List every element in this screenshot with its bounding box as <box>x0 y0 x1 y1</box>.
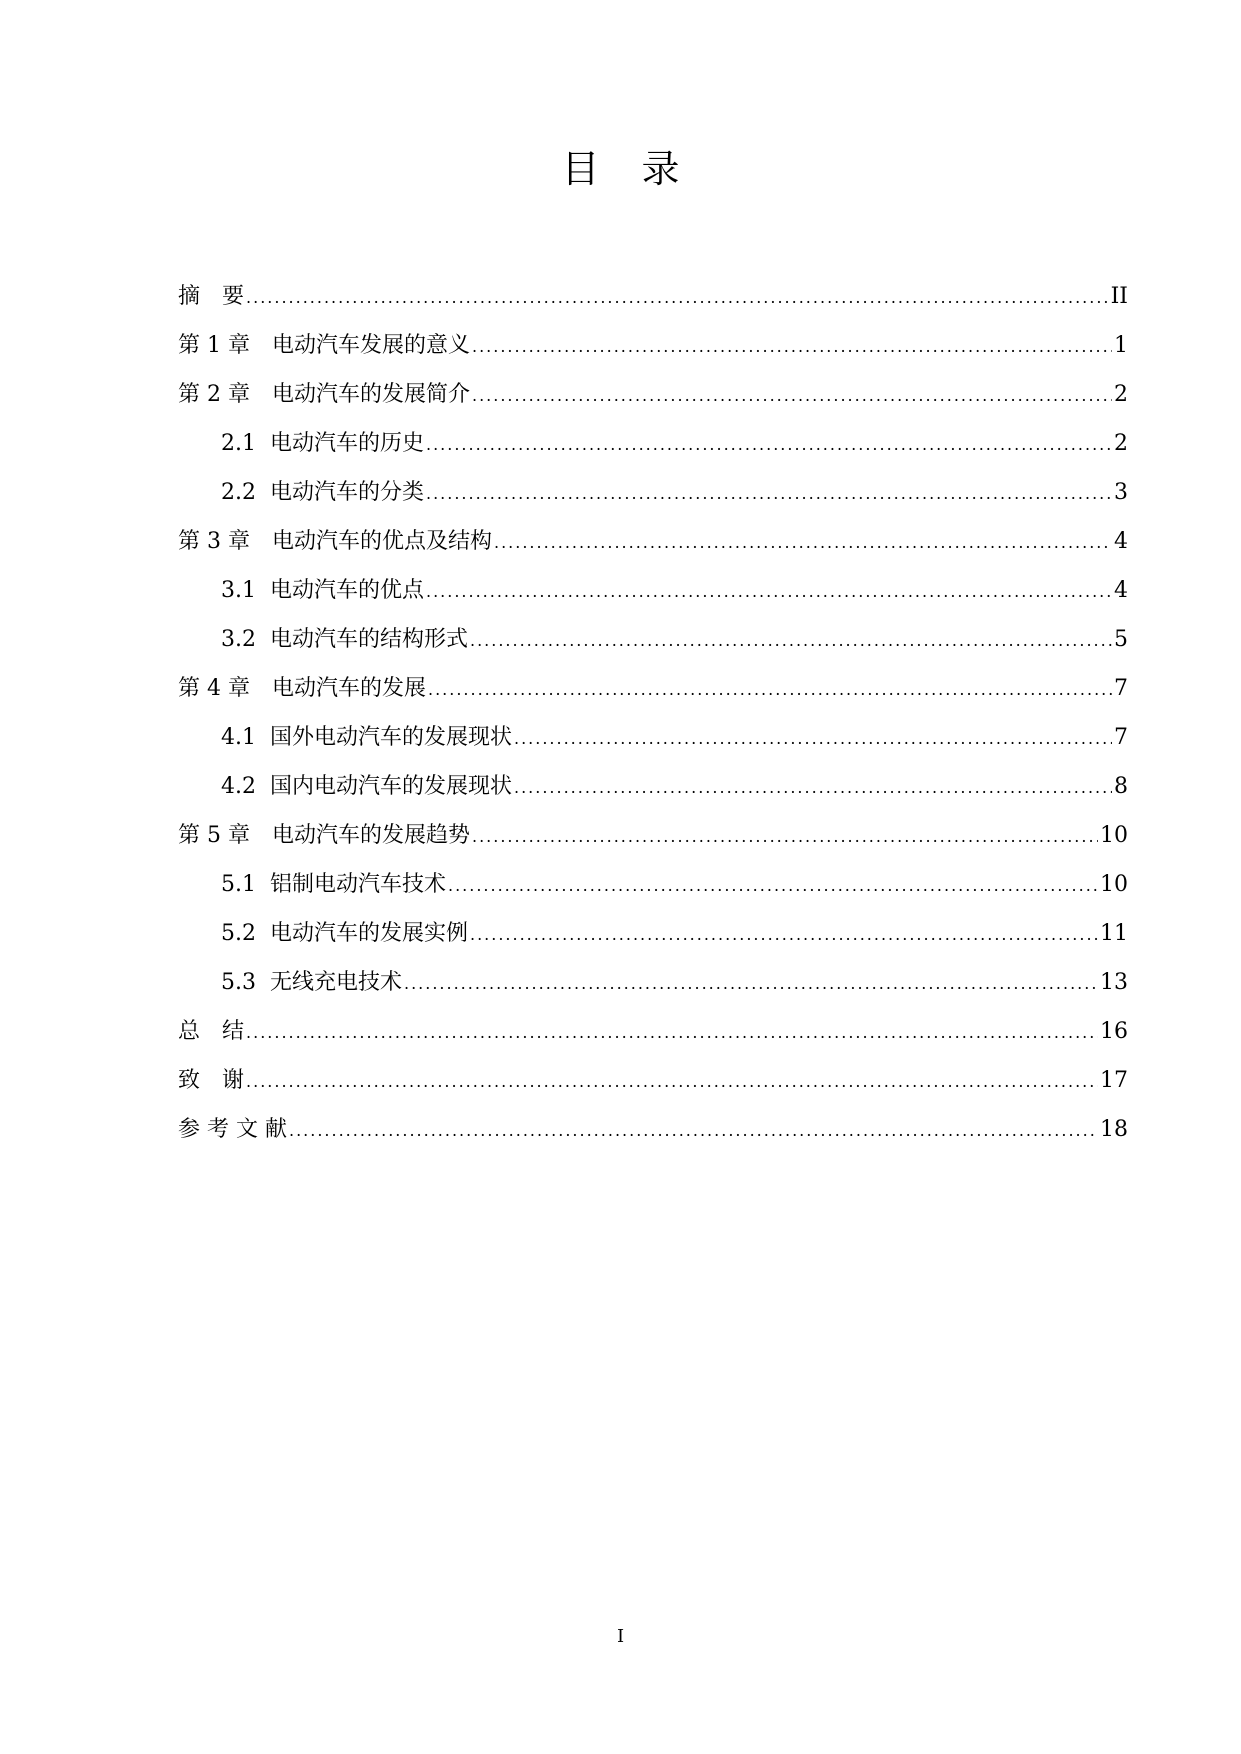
toc-entry-page: 2 <box>1114 382 1128 407</box>
leader-dots <box>246 1067 1098 1097</box>
leader-dots <box>289 1116 1098 1146</box>
toc-entry-label: 2.1 电动汽车的历史 <box>221 431 424 456</box>
toc-entry[interactable] <box>178 625 1128 674</box>
toc-entry-page: 8 <box>1114 774 1128 799</box>
leader-dots <box>426 430 1112 460</box>
toc-entry[interactable] <box>178 772 1128 821</box>
toc-entry[interactable] <box>178 527 1128 576</box>
toc-entry-page: 10 <box>1100 872 1128 897</box>
toc-entry-page: 3 <box>1114 480 1128 505</box>
toc-entry[interactable] <box>178 1066 1128 1115</box>
leader-dots <box>472 332 1112 362</box>
toc-entry[interactable] <box>178 1115 1128 1164</box>
toc-entry-page: II <box>1110 284 1128 309</box>
table-of-contents <box>178 282 1128 1164</box>
toc-entry-page: 7 <box>1114 676 1128 701</box>
leader-dots <box>514 773 1112 803</box>
leader-dots <box>472 822 1098 852</box>
leader-dots <box>428 675 1112 705</box>
toc-entry-label: 第 4 章 电动汽车的发展 <box>178 676 426 701</box>
toc-entry-label: 第 1 章 电动汽车发展的意义 <box>178 333 470 358</box>
toc-entry-page: 10 <box>1100 823 1128 848</box>
toc-entry-label: 摘 要 <box>178 284 245 309</box>
toc-entry-label: 5.2 电动汽车的发展实例 <box>221 921 468 946</box>
toc-entry[interactable] <box>178 1017 1128 1066</box>
toc-entry-label: 4.1 国外电动汽车的发展现状 <box>221 725 512 750</box>
toc-entry[interactable] <box>178 968 1128 1017</box>
toc-entry-page: 17 <box>1100 1068 1128 1093</box>
leader-dots <box>470 626 1112 656</box>
toc-entry-label: 第 2 章 电动汽车的发展简介 <box>178 382 470 407</box>
title-char-2: 录 <box>641 147 680 191</box>
toc-entry-label: 致 谢 <box>178 1068 245 1093</box>
leader-dots <box>472 381 1112 411</box>
toc-entry-label: 3.2 电动汽车的结构形式 <box>221 627 468 652</box>
toc-entry-label: 第 5 章 电动汽车的发展趋势 <box>178 823 470 848</box>
toc-entry[interactable] <box>178 723 1128 772</box>
toc-entry[interactable] <box>178 380 1128 429</box>
toc-entry-page: 13 <box>1100 970 1128 995</box>
toc-entry-page: 16 <box>1100 1019 1128 1044</box>
toc-entry[interactable] <box>178 821 1128 870</box>
toc-entry-label: 参 考 文 献 <box>178 1117 287 1142</box>
toc-entry[interactable] <box>178 429 1128 478</box>
toc-entry-label: 第 3 章 电动汽车的优点及结构 <box>178 529 492 554</box>
toc-entry[interactable] <box>178 674 1128 723</box>
toc-entry-page: 5 <box>1114 627 1128 652</box>
toc-entry-page: 1 <box>1114 333 1128 358</box>
toc-entry[interactable] <box>178 282 1128 331</box>
leader-dots <box>426 479 1112 509</box>
title-char-1: 目 <box>561 147 600 191</box>
leader-dots <box>426 577 1112 607</box>
toc-entry-page: 11 <box>1100 921 1128 946</box>
toc-entry-label: 3.1 电动汽车的优点 <box>221 578 424 603</box>
leader-dots <box>246 1018 1098 1048</box>
page-number-footer: I <box>616 1626 625 1647</box>
toc-entry-page: 7 <box>1114 725 1128 750</box>
toc-entry-label: 5.3 无线充电技术 <box>221 970 402 995</box>
toc-entry[interactable] <box>178 576 1128 625</box>
leader-dots <box>470 920 1098 950</box>
leader-dots <box>404 969 1098 999</box>
toc-entry-label: 4.2 国内电动汽车的发展现状 <box>221 774 512 799</box>
toc-entry[interactable] <box>178 919 1128 968</box>
toc-entry-page: 4 <box>1114 529 1128 554</box>
leader-dots <box>448 871 1098 901</box>
toc-entry-label: 5.1 铝制电动汽车技术 <box>221 872 446 897</box>
leader-dots <box>494 528 1112 558</box>
leader-dots <box>514 724 1112 754</box>
toc-entry-page: 4 <box>1114 578 1128 603</box>
page-title <box>0 147 1241 191</box>
toc-entry-page: 2 <box>1114 431 1128 456</box>
toc-entry-label: 总 结 <box>178 1019 245 1044</box>
toc-entry-page: 18 <box>1100 1117 1128 1142</box>
toc-entry-label: 2.2 电动汽车的分类 <box>221 480 424 505</box>
leader-dots <box>246 283 1109 313</box>
toc-entry[interactable] <box>178 870 1128 919</box>
toc-entry[interactable] <box>178 478 1128 527</box>
toc-entry[interactable] <box>178 331 1128 380</box>
